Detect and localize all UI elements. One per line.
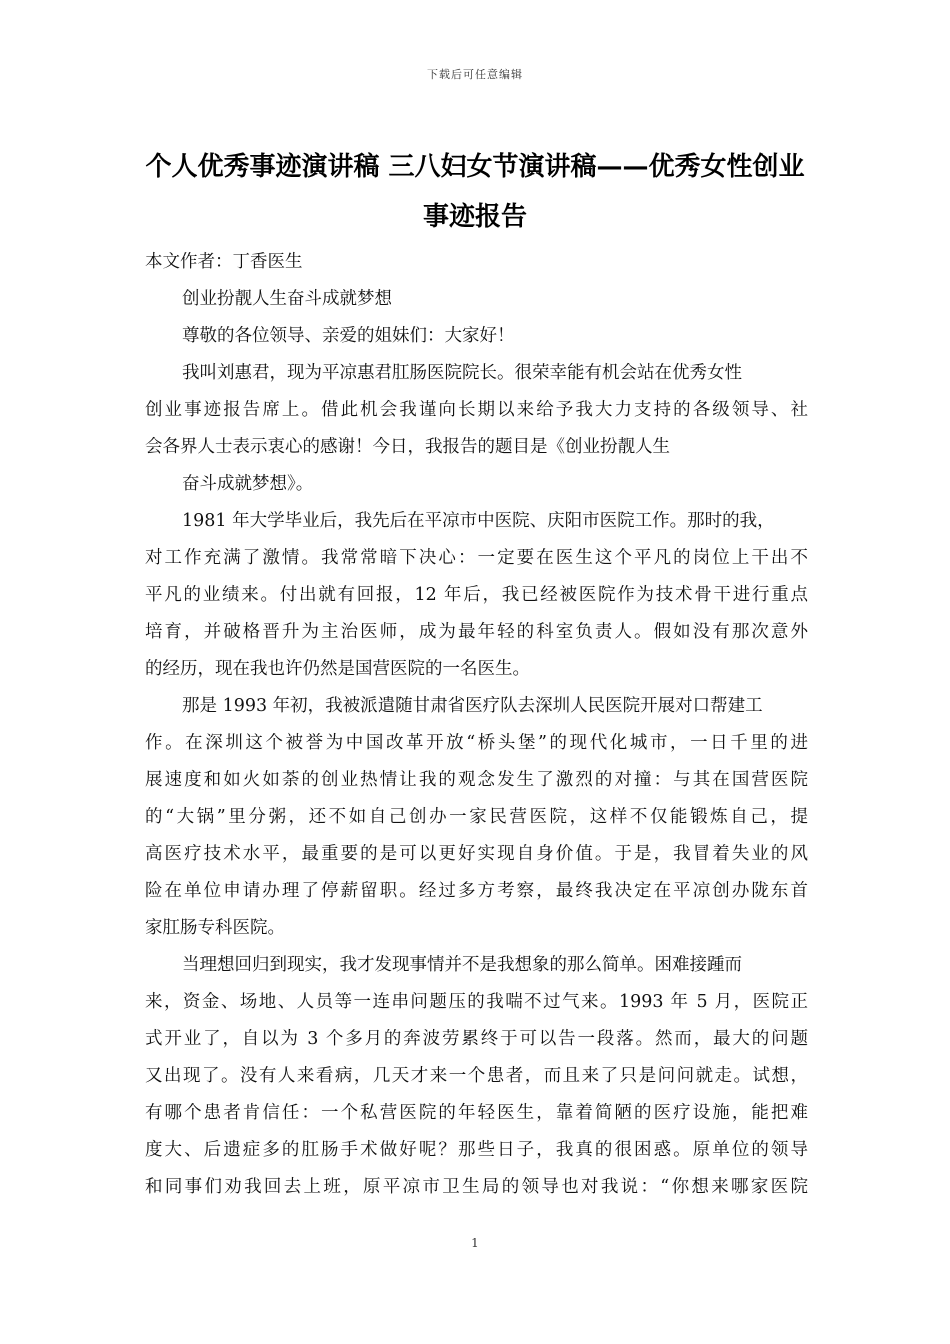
document-title-line-2: 事迹报告 bbox=[422, 202, 527, 232]
text-line: 的经历，现在我也许仍然是国营医院的一名医生。 bbox=[145, 659, 530, 679]
text-line: 对工作充满了激情。我常常暗下决心：一定要在医生这个平凡的岗位上干出不 bbox=[145, 548, 808, 568]
header-note: 下载后可任意编辑 bbox=[427, 68, 523, 81]
author-line: 本文作者：丁香医生 bbox=[145, 252, 303, 272]
text-line: 有哪个患者肯信任：一个私营医院的年轻医生，靠着简陋的医疗设施，能把难 bbox=[145, 1103, 808, 1123]
text-line: 创业事迹报告席上。借此机会我谨向长期以来给予我大力支持的各级领导、社 bbox=[145, 400, 808, 420]
text-line: 的“大锅”里分粥，还不如自己创办一家民营医院，这样不仅能锻炼自己，提 bbox=[145, 807, 808, 827]
text-line: 会各界人士表示衷心的感谢！今日，我报告的题目是《创业扮靓人生 bbox=[145, 437, 670, 457]
text-line: 家肛肠专科医院。 bbox=[145, 918, 285, 938]
text-line: 式开业了，自以为 3 个多月的奔波劳累终于可以告一段落。然而，最大的问题 bbox=[145, 1029, 808, 1049]
text-line: 平凡的业绩来。付出就有回报，12 年后，我已经被医院作为技术骨干进行重点 bbox=[145, 585, 808, 605]
text-line: 和同事们劝我回去上班，原平凉市卫生局的领导也对我说：“你想来哪家医院 bbox=[145, 1177, 808, 1197]
text-line: 当理想回归到现实，我才发现事情并不是我想象的那么简单。困难接踵而 bbox=[182, 955, 742, 975]
text-line: 作。在深圳这个被誉为中国改革开放“桥头堡”的现代化城市，一日千里的进 bbox=[145, 733, 808, 753]
text-line: 我叫刘惠君，现为平凉惠君肛肠医院院长。很荣幸能有机会站在优秀女性 bbox=[182, 363, 742, 383]
text-line: 1981 年大学毕业后，我先后在平凉市中医院、庆阳市医院工作。那时的我， bbox=[182, 511, 775, 531]
text-line: 尊敬的各位领导、亲爱的姐妹们：大家好！ bbox=[182, 326, 515, 346]
text-line: 险在单位申请办理了停薪留职。经过多方考察，最终我决定在平凉创办陇东首 bbox=[145, 881, 808, 901]
text-line: 那是 1993 年初，我被派遣随甘肃省医疗队去深圳人民医院开展对口帮建工 bbox=[182, 696, 763, 716]
text-line: 奋斗成就梦想》。 bbox=[182, 474, 314, 494]
text-line: 高医疗技术水平，最重要的是可以更好实现自身价值。于是，我冒着失业的风 bbox=[145, 844, 808, 864]
text-line: 培育，并破格晋升为主治医师，成为最年轻的科室负责人。假如没有那次意外 bbox=[145, 622, 808, 642]
document-title-line-1: 个人优秀事迹演讲稿 三八妇女节演讲稿——优秀女性创业 bbox=[145, 152, 805, 182]
text-line: 创业扮靓人生奋斗成就梦想 bbox=[182, 289, 392, 309]
text-line: 度大、后遗症多的肛肠手术做好呢？那些日子，我真的很困惑。原单位的领导 bbox=[145, 1140, 808, 1160]
text-line: 来，资金、场地、人员等一连串问题压的我喘不过气来。1993 年 5 月，医院正 bbox=[145, 992, 808, 1012]
text-line: 展速度和如火如荼的创业热情让我的观念发生了激烈的对撞：与其在国营医院 bbox=[145, 770, 808, 790]
text-line: 又出现了。没有人来看病，几天才来一个患者，而且来了只是问问就走。试想， bbox=[145, 1066, 808, 1086]
page-number: 1 bbox=[471, 1236, 479, 1250]
